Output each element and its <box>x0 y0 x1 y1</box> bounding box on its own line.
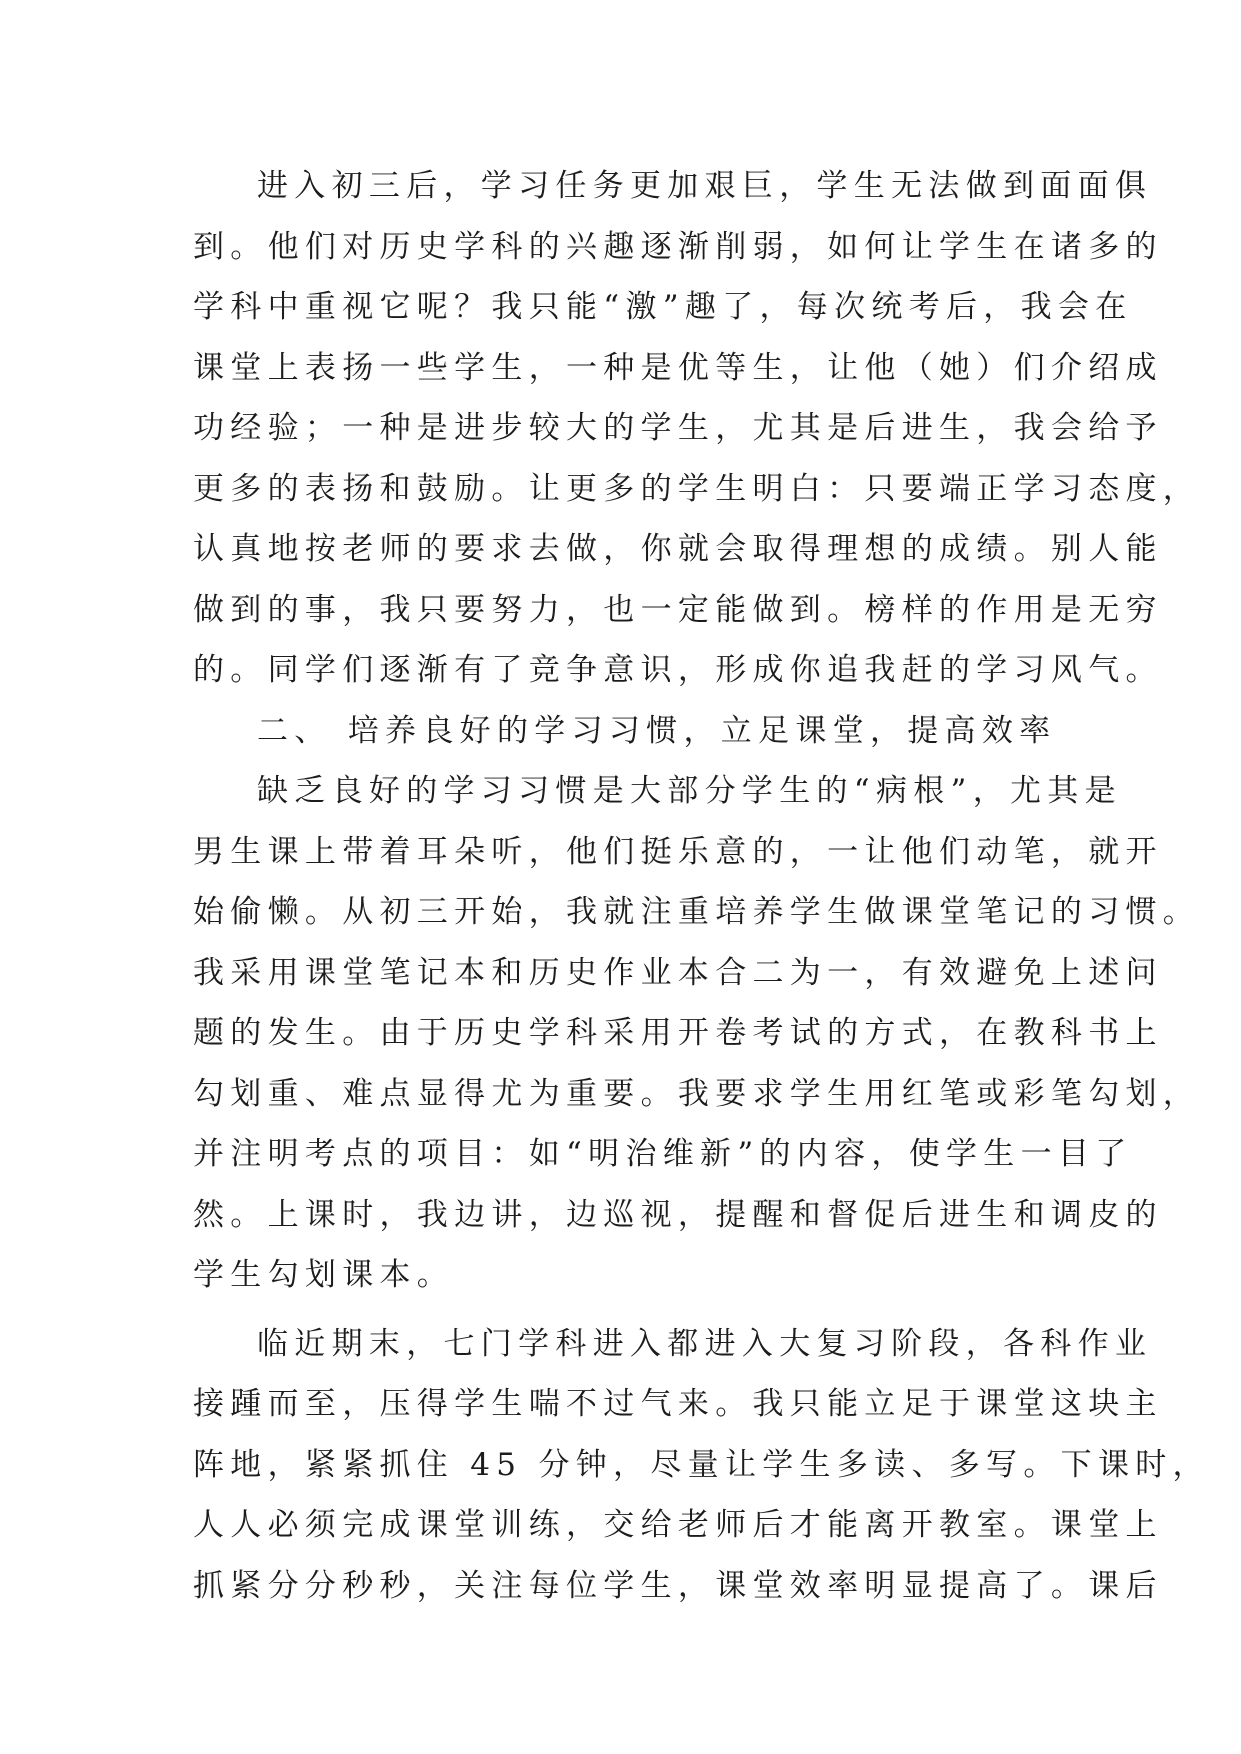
paragraph-2-line-1: 缺乏良好的学习习惯是大部分学生的“病根”，尤其是 <box>257 773 1122 809</box>
section-heading: 二、 培养良好的学习习惯，立足课堂，提高效率 <box>257 712 1057 749</box>
paragraph-2-line-3: 始偷懒。从初三开始，我就注重培养学生做课堂笔记的习惯。 <box>193 894 1201 930</box>
paragraph-1-line-2: 到。他们对历史学科的兴趣逐渐削弱，如何让学生在诸多的 <box>193 228 1163 265</box>
document-body <box>193 156 1210 1616</box>
paragraph-2-line-5: 题的发生。由于历史学科采用开卷考试的方式，在教科书上 <box>193 1015 1163 1051</box>
paragraph-3-line-2: 接踵而至，压得学生喘不过气来。我只能立足于课堂这块主 <box>193 1386 1163 1422</box>
paragraph-1-line-6: 更多的表扬和鼓励。让更多的学生明白：只要端正学习态度， <box>193 470 1201 507</box>
paragraph-1-line-3: 学科中重视它呢？我只能“激”趣了，每次统考后，我会在 <box>193 289 1133 325</box>
paragraph-1-line-7: 认真地按老师的要求去做，你就会取得理想的成绩。别人能 <box>193 531 1163 567</box>
paragraph-2-line-7: 并注明考点的项目：如“明治维新”的内容，使学生一目了 <box>193 1136 1133 1172</box>
paragraph-1-line-1: 进入初三后，学习任务更加艰巨，学生无法做到面面俱 <box>257 168 1153 204</box>
paragraph-2-line-8: 然。上课时，我边讲，边巡视，提醒和督促后进生和调皮的 <box>193 1196 1163 1233</box>
paragraph-2-line-6: 勾划重、难点显得尤为重要。我要求学生用红笔或彩笔勾划， <box>193 1075 1201 1112</box>
paragraph-3-line-5: 抓紧分分秒秒，关注每位学生，课堂效率明显提高了。课后 <box>193 1567 1163 1604</box>
paragraph-1-line-5: 功经验；一种是进步较大的学生，尤其是后进生，我会给予 <box>193 410 1163 446</box>
paragraph-3-line-4: 人人必须完成课堂训练，交给老师后才能离开教室。课堂上 <box>193 1507 1163 1543</box>
paragraph-2-line-4: 我采用课堂笔记本和历史作业本合二为一，有效避免上述问 <box>193 954 1163 991</box>
paragraph-1-line-9: 的。同学们逐渐有了竞争意识，形成你追我赶的学习风气。 <box>193 652 1163 688</box>
paragraph-1-line-4: 课堂上表扬一些学生，一种是优等生，让他（她）们介绍成 <box>193 349 1163 386</box>
paragraph-3-line-3: 阵地，紧紧抓住 45 分钟，尽量让学生多读、多写。下课时， <box>193 1446 1210 1483</box>
paragraph-3-line-1: 临近期末，七门学科进入都进入大复习阶段，各科作业 <box>257 1325 1153 1362</box>
paragraph-1-line-8: 做到的事，我只要努力，也一定能做到。榜样的作用是无穷 <box>193 591 1163 628</box>
paragraph-2-line-9: 学生勾划课本。 <box>193 1257 455 1293</box>
paragraph-2-line-2: 男生课上带着耳朵听，他们挺乐意的，一让他们动笔，就开 <box>193 833 1163 870</box>
